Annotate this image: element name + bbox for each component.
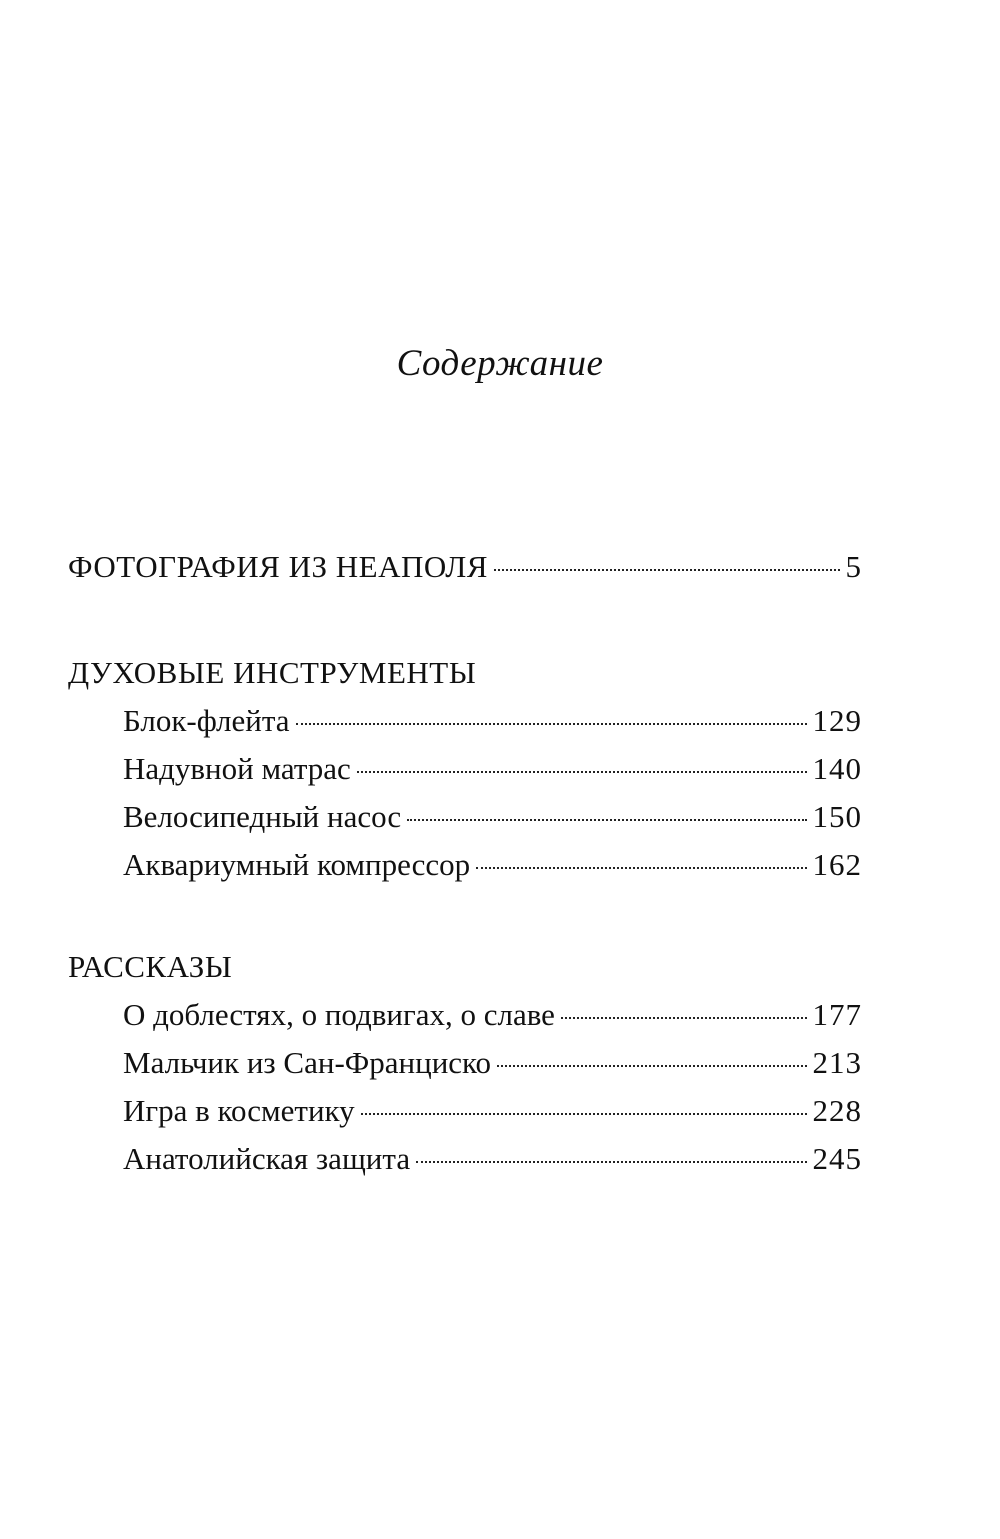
dot-leader	[497, 1065, 806, 1067]
toc-entry-label: Блок-флейта	[123, 703, 290, 738]
toc-entry-label: О доблестях, о подвигах, о славе	[123, 997, 555, 1032]
toc-entry[interactable]	[68, 1135, 862, 1183]
toc-page-number: 140	[812, 751, 862, 786]
section-heading: ДУХОВЫЕ ИНСТРУМЕНТЫ	[68, 655, 477, 690]
toc-entry[interactable]	[68, 697, 862, 745]
dot-leader	[416, 1161, 806, 1163]
dot-leader	[296, 723, 807, 725]
table-of-contents	[68, 543, 862, 1183]
dot-leader	[494, 569, 840, 571]
toc-entry[interactable]	[68, 793, 862, 841]
toc-entry[interactable]	[68, 1039, 862, 1087]
dot-leader	[407, 819, 806, 821]
toc-entry[interactable]	[68, 841, 862, 889]
toc-page-number: 5	[845, 549, 862, 584]
toc-entry-label: Аквариумный компрессор	[123, 847, 471, 882]
toc-entry[interactable]	[68, 745, 862, 793]
toc-entry-label: Игра в косметику	[123, 1093, 355, 1128]
toc-page-number: 177	[812, 997, 862, 1032]
toc-page-number: 129	[812, 703, 862, 738]
toc-page-number: 245	[812, 1141, 862, 1176]
toc-page-number: 150	[812, 799, 862, 834]
toc-entry-label: Анатолийская защита	[123, 1141, 411, 1176]
dot-leader	[561, 1017, 807, 1019]
dot-leader	[476, 867, 806, 869]
toc-page-number: 162	[812, 847, 862, 882]
toc-entry[interactable]	[68, 991, 862, 1039]
page-title: Содержание	[396, 343, 604, 384]
toc-page-number: 213	[812, 1045, 862, 1080]
dot-leader	[361, 1113, 807, 1115]
toc-entry-label: Мальчик из Сан-Франциско	[123, 1045, 492, 1080]
dot-leader	[357, 771, 807, 773]
toc-entry-label: Велосипедный насос	[123, 799, 402, 834]
toc-entry[interactable]	[68, 543, 862, 591]
toc-entry-label: ФОТОГРАФИЯ ИЗ НЕАПОЛЯ	[68, 549, 488, 584]
toc-page-number: 228	[812, 1093, 862, 1128]
toc-entry-label: Надувной матрас	[123, 751, 351, 786]
section-heading: РАССКАЗЫ	[68, 949, 233, 984]
toc-entry[interactable]	[68, 1087, 862, 1135]
